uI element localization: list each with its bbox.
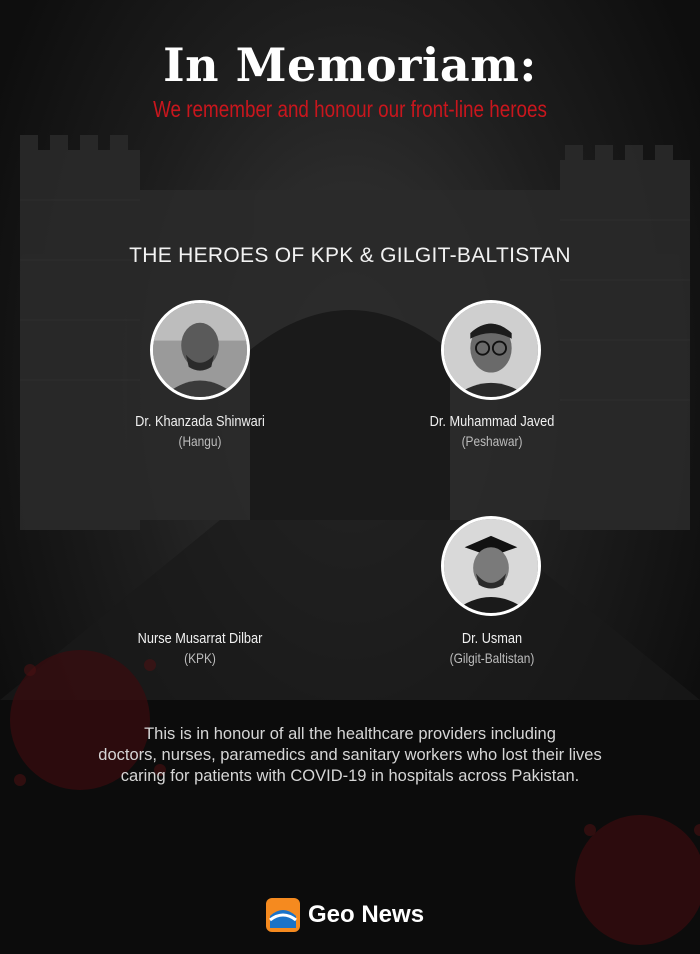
hero-photo-muhammad-javed — [441, 300, 541, 400]
tribute-line: caring for patients with COVID-19 in hospitals across Pakistan. — [120, 767, 580, 785]
hero-location: (KPK) — [184, 650, 216, 666]
geo-news-logo-icon — [266, 898, 300, 932]
portrait-icon — [153, 303, 247, 397]
hero-photo-khanzada-shinwari — [150, 300, 250, 400]
hero-location: (Hangu) — [178, 433, 222, 449]
page-subtitle: We remember and honour our front-line heroes — [153, 96, 547, 122]
hero-location: (Gilgit-Baltistan) — [449, 650, 535, 666]
portrait-icon — [444, 519, 538, 613]
brand-footer — [266, 898, 424, 932]
hero-name: Dr. Usman — [461, 630, 523, 647]
section-heading: THE HEROES OF KPK & GILGIT-BALTISTAN — [129, 244, 571, 267]
hero-name: Dr. Muhammad Javed — [429, 413, 555, 430]
hero-photo-usman — [441, 516, 541, 616]
portrait-icon — [444, 303, 538, 397]
hero-name: Dr. Khanzada Shinwari — [135, 413, 265, 430]
brand-name: Geo News — [308, 901, 425, 928]
hero-name: Nurse Musarrat Dilbar — [137, 630, 263, 647]
tribute-text — [40, 724, 660, 787]
page-title: In Memoriam: — [163, 38, 537, 92]
tribute-line: doctors, nurses, paramedics and sanitary workers who lost their lives — [98, 746, 602, 764]
hero-location: (Peshawar) — [461, 433, 523, 449]
tribute-line: This is in honour of all the healthcare providers including — [144, 725, 556, 743]
